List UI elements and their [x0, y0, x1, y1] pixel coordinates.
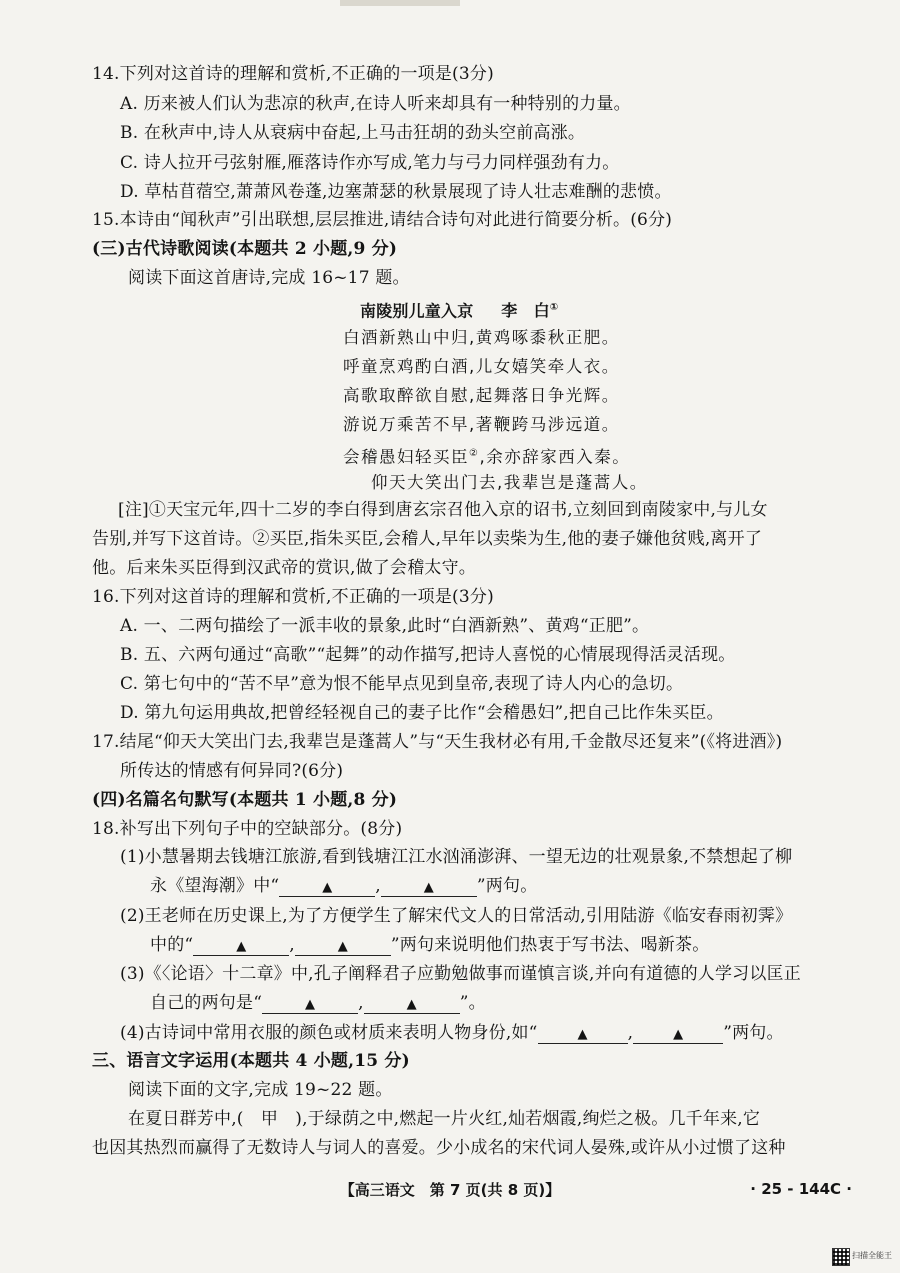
answer-blank[interactable]: ▲	[262, 997, 358, 1014]
q18-part4	[120, 1021, 784, 1045]
poem-line-3: 高歌取醉欲自慰,起舞落日争光辉。	[343, 386, 620, 405]
q18-part1-prefix: 永《望海潮》中“	[150, 876, 280, 896]
q18-part2-prefix: 中的“	[150, 935, 194, 955]
poem-line-5-note: ②	[469, 448, 480, 459]
q16-option-b: B. 五、六两句通过“高歌”“起舞”的动作描写,把诗人喜悦的心情展现得活灵活现。	[120, 645, 736, 665]
q18-part3-prefix: 自己的两句是“	[150, 993, 263, 1013]
q18-part1-line2	[150, 874, 537, 898]
passage-line-1: 在夏日群芳中,( 甲 ),于绿荫之中,燃起一片火红,灿若烟霞,绚烂之极。几千年来,它	[128, 1109, 761, 1129]
scanner-watermark: 扫描全能王	[852, 1251, 892, 1260]
scan-artifact	[340, 0, 460, 6]
q18-part2-suffix: ”两句来说明他们热衷于写书法、喝新茶。	[390, 935, 710, 955]
section-3-heading: (三)古代诗歌阅读(本题共 2 小题,9 分)	[92, 239, 398, 259]
passage-line-2: 也因其热烈而赢得了无数诗人与词人的喜爱。少小成名的宋代词人晏殊,或许从小过惯了这种	[92, 1138, 786, 1158]
poem-line-5	[343, 442, 630, 470]
comma: ,	[358, 993, 364, 1013]
section-3-intro: 阅读下面这首唐诗,完成 16~17 题。	[128, 268, 410, 288]
poem-line-2: 呼童烹鸡酌白酒,儿女嬉笑牵人衣。	[343, 357, 620, 376]
exam-code: · 25 - 144C ·	[750, 1180, 852, 1198]
comma: ,	[289, 935, 295, 955]
comma: ,	[627, 1023, 634, 1043]
poem-author: 李 白	[501, 301, 550, 321]
poem-line-1: 白酒新熟山中归,黄鸡啄黍秋正肥。	[343, 328, 620, 347]
poem-title	[360, 296, 558, 323]
q18-part2-line1: (2)王老师在历史课上,为了方便学生了解宋代文人的日常活动,引用陆游《临安春雨初霁》	[120, 906, 793, 926]
part-3-heading: 三、语言文字运用(本题共 4 小题,15 分)	[92, 1051, 410, 1071]
q18-part1-suffix: ”两句。	[476, 876, 538, 896]
poem-line-5-head: 会稽愚妇轻买臣	[343, 447, 469, 467]
q18-part4-prefix: (4)古诗词中常用衣服的颜色或材质来表明人物身份,如“	[120, 1023, 538, 1043]
section-4-heading: (四)名篇名句默写(本题共 1 小题,8 分)	[92, 790, 398, 810]
answer-blank[interactable]: ▲	[295, 939, 391, 956]
q18-part2-line2	[150, 933, 709, 957]
q14-stem: 14.下列对这首诗的理解和赏析,不正确的一项是(3分)	[92, 64, 494, 84]
q18-part3-suffix: ”。	[459, 993, 486, 1013]
poem-line-4: 游说万乘苦不早,著鞭跨马涉远道。	[343, 415, 620, 434]
answer-blank[interactable]: ▲	[538, 1027, 628, 1044]
answer-blank[interactable]: ▲	[364, 997, 460, 1014]
poem-line-6: 仰天大笑出门去,我辈岂是蓬蒿人。	[371, 473, 648, 492]
q16-option-d: D. 第九句运用典故,把曾经轻视自己的妻子比作“会稽愚妇”,把自己比作朱买臣。	[120, 703, 724, 723]
part-3-intro: 阅读下面的文字,完成 19~22 题。	[128, 1080, 393, 1100]
page-footer: 【高三语文 第 7 页(共 8 页)】	[339, 1181, 561, 1199]
qr-code-icon	[832, 1248, 850, 1266]
poem-title-text: 南陵别儿童入京	[360, 301, 474, 321]
answer-blank[interactable]: ▲	[193, 939, 289, 956]
poem-author-note: ①	[549, 302, 559, 313]
q17-line-2: 所传达的情感有何异同?(6分)	[120, 761, 344, 781]
notes-line-2: 告别,并写下这首诗。②买臣,指朱买臣,会稽人,早年以卖柴为生,他的妻子嫌他贫贱,离开了	[92, 529, 763, 549]
q17-line-1: 17.结尾“仰天大笑出门去,我辈岂是蓬蒿人”与“天生我材必有用,千金散尽还复来”(《将进酒》)	[92, 732, 783, 752]
q14-option-d: D. 草枯苜蓿空,萧萧风卷蓬,边塞萧瑟的秋景展现了诗人壮志难酬的悲愤。	[120, 182, 672, 202]
answer-blank[interactable]: ▲	[633, 1027, 723, 1044]
comma: ,	[375, 876, 381, 896]
answer-blank[interactable]: ▲	[279, 880, 375, 897]
poem-line-5-rest: ,余亦辞家西入秦。	[479, 447, 631, 467]
q16-option-c: C. 第七句中的“苦不早”意为恨不能早点见到皇帝,表现了诗人内心的急切。	[120, 674, 684, 694]
q14-option-c: C. 诗人拉开弓弦射雁,雁落诗作亦写成,笔力与弓力同样强劲有力。	[120, 153, 620, 173]
q18-part4-suffix: ”两句。	[723, 1023, 784, 1043]
q18-part3-line1: (3)《〈论语〉十二章》中,孔子阐释君子应勤勉做事而谨慎言谈,并向有道德的人学习以匡正	[120, 964, 801, 984]
q14-option-a: A. 历来被人们认为悲凉的秋声,在诗人听来却具有一种特别的力量。	[120, 94, 631, 114]
notes-line-3: 他。后来朱买臣得到汉武帝的赏识,做了会稽太守。	[92, 558, 477, 578]
q18-part1-line1: (1)小慧暑期去钱塘江旅游,看到钱塘江江水汹涌澎湃、一望无边的壮观景象,不禁想起了柳	[120, 847, 793, 867]
q15-stem: 15.本诗由“闻秋声”引出联想,层层推进,请结合诗句对此进行简要分析。(6分)	[92, 210, 673, 230]
q16-stem: 16.下列对这首诗的理解和赏析,不正确的一项是(3分)	[92, 587, 494, 607]
q14-option-b: B. 在秋声中,诗人从衰病中奋起,上马击狂胡的劲头空前高涨。	[120, 123, 586, 143]
q16-option-a: A. 一、二两句描绘了一派丰收的景象,此时“白酒新熟”、黄鸡“正肥”。	[120, 616, 650, 636]
notes-line-1: [注]①天宝元年,四十二岁的李白得到唐玄宗召他入京的诏书,立刻回到南陵家中,与儿女	[118, 500, 768, 520]
q18-part3-line2	[150, 991, 486, 1015]
q18-stem: 18.补写出下列句子中的空缺部分。(8分)	[92, 819, 403, 839]
answer-blank[interactable]: ▲	[381, 880, 477, 897]
